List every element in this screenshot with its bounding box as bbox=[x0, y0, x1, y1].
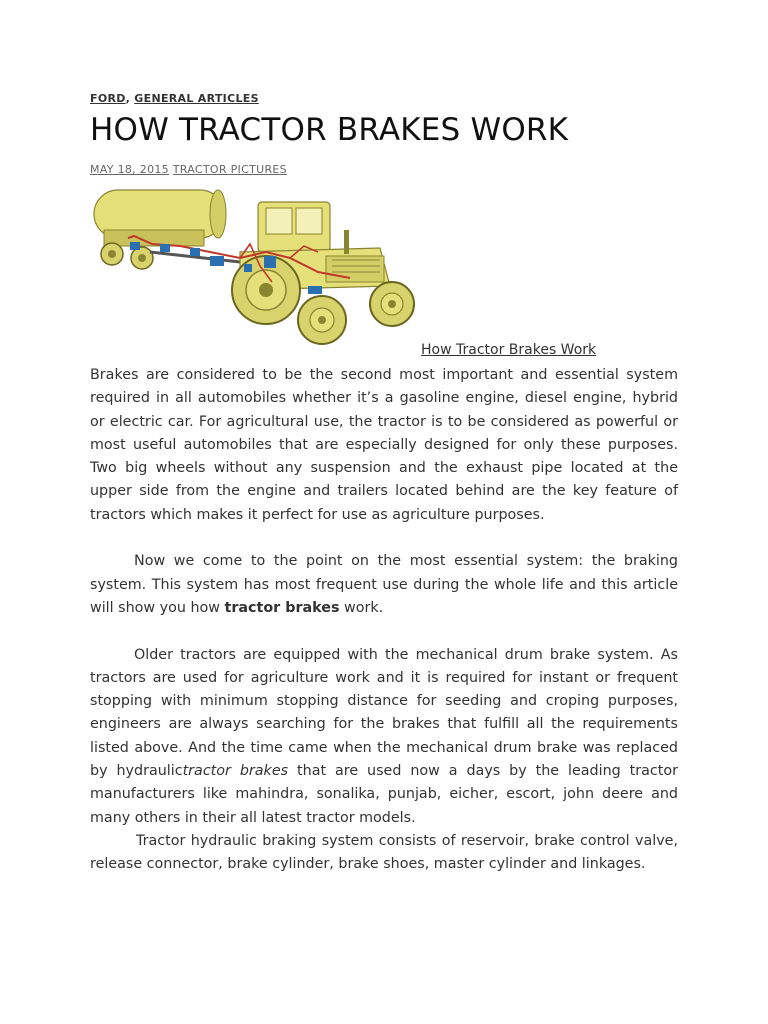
tractor-illustration bbox=[90, 186, 420, 356]
paragraph-braking-system bbox=[90, 550, 678, 620]
category-link-general-articles[interactable]: GENERAL ARTICLES bbox=[134, 92, 259, 105]
paragraph-drum-brakes bbox=[90, 644, 678, 830]
italic-term-tractor-brakes: tractor brakes bbox=[182, 763, 289, 780]
paragraph-hydraulic-components: Tractor hydraulic braking system consists of reservoir, brake control valve, release connector, brake cylinder, brake shoes, master cylinder and linkages. bbox=[90, 832, 678, 873]
category-links bbox=[90, 92, 259, 105]
author-link[interactable]: TRACTOR PICTURES bbox=[172, 163, 287, 176]
figure-caption: How Tractor Brakes Work bbox=[421, 342, 597, 358]
tractor-brakes-figure bbox=[90, 186, 420, 356]
text-run: that are used now a days by the leading tractor manufacturers like mahindra, sonalika, punjab, eicher, escort, john deere and many others in their all latest tractor models. bbox=[90, 763, 678, 826]
category-separator: , bbox=[125, 92, 131, 105]
page-title: HOW TRACTOR BRAKES WORK bbox=[90, 112, 569, 148]
text-run: Older tractors are equipped with the mechanical drum brake system. As tractors are used for agriculture work and it is required for instant or frequent stopping with minimum stopping distance for seeding and croping purposes, engineers are always searching for the brakes that fulfill all the requirements listed above. And the time came when the mechanical drum brake was replaced by hydraulic bbox=[90, 646, 678, 780]
category-link-ford[interactable]: FORD bbox=[90, 92, 126, 105]
text-run: work. bbox=[339, 599, 384, 616]
post-meta bbox=[90, 163, 287, 176]
article-body bbox=[90, 364, 678, 877]
paragraph-intro: Brakes are considered to be the second most important and essential system required in all automobiles whether it’s a gasoline engine, diesel engine, hybrid or electric car. For agricultural use, the tractor is to be considered as powerful or most useful automobiles that are especially designed for only these purposes. Two big wheels without any suspension and the exhaust pipe located at the upper side from the engine and trailers located behind are the key feature of tractors which makes it perfect for use as agriculture purposes. bbox=[90, 367, 678, 523]
bold-term-tractor-brakes: tractor brakes bbox=[224, 599, 340, 616]
post-date-link[interactable]: MAY 18, 2015 bbox=[90, 163, 169, 176]
text-run: Now we come to the point on the most essential system: the braking system. This system has most frequent use during the whole life and this article will show you how bbox=[90, 553, 678, 616]
